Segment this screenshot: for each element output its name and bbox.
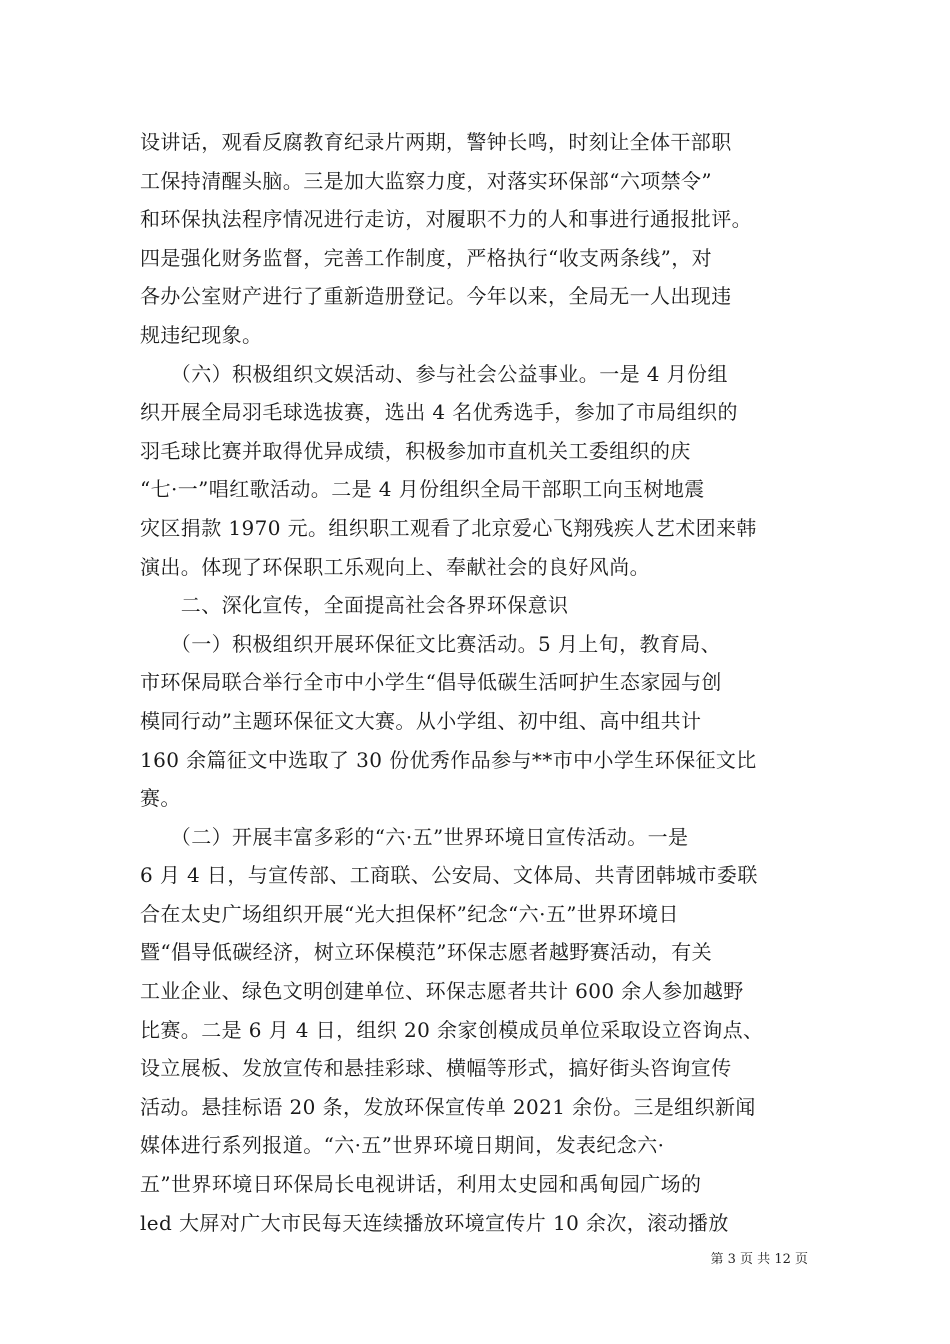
text-line: 灾区捐款 1970 元。组织职工观看了北京爱心飞翔残疾人艺术团来韩 <box>140 515 757 540</box>
text-line: 模同行动”主题环保征文大赛。从小学组、初中组、高中组共计 <box>140 708 702 733</box>
section-heading: 二、深化宣传，全面提高社会各界环保意识 <box>140 593 569 618</box>
text-line: 规违纪现象。 <box>140 322 263 347</box>
text-line: （六）积极组织文娱活动、参与社会公益事业。一是 4 月份组 <box>140 361 728 386</box>
text-line: （一）积极组织开展环保征文比赛活动。5 月上旬，教育局、 <box>140 631 722 656</box>
text-line: 市环保局联合举行全市中小学生“倡导低碳生活呵护生态家园与创 <box>140 670 722 695</box>
text-line: 设讲话，观看反腐教育纪录片两期，警钟长鸣，时刻让全体干部职 <box>140 130 732 154</box>
text-line: 160 余篇征文中选取了 30 份优秀作品参与**市中小学生环保征文比 <box>140 747 757 772</box>
text-line: 工业企业、绿色文明创建单位、环保志愿者共计 600 余人参加越野 <box>140 979 744 1004</box>
text-line: 媒体进行系列报道。“六·五”世界环境日期间，发表纪念六· <box>140 1133 665 1158</box>
text-line: 各办公室财产进行了重新造册登记。今年以来，全局无一人出现违 <box>140 284 732 309</box>
text-line: 和环保执法程序情况进行走访，对履职不力的人和事进行通报批评。 <box>140 207 752 232</box>
text-line: 活动。悬挂标语 20 条，发放环保宣传单 2021 余份。三是组织新闻 <box>140 1094 756 1119</box>
text-line: 暨“倡导低碳经济，树立环保模范”环保志愿者越野赛活动，有关 <box>140 940 713 965</box>
text-line: 比赛。二是 6 月 4 日，组织 20 余家创模成员单位采取设立咨询点、 <box>140 1017 764 1042</box>
text-line: “七·一”唱红歌活动。二是 4 月份组织全局干部职工向玉树地震 <box>140 477 705 502</box>
document-body <box>140 123 812 1242</box>
text-line: （二）开展丰富多彩的“六·五”世界环境日宣传活动。一是 <box>140 824 689 849</box>
text-line: 五”世界环境日环保局长电视讲话，利用太史园和禹甸园广场的 <box>140 1172 702 1197</box>
text-line: led 大屏对广大市民每天连续播放环境宣传片 10 余次，滚动播放 <box>140 1210 729 1235</box>
text-line: 设立展板、发放宣传和悬挂彩球、横幅等形式，搞好街头咨询宣传 <box>140 1056 732 1081</box>
text-line: 赛。 <box>140 786 181 811</box>
text-line: 四是强化财务监督，完善工作制度，严格执行“收支两条线”，对 <box>140 245 713 270</box>
text-line: 6 月 4 日，与宣传部、工商联、公安局、文体局、共青团韩城市委联 <box>140 863 758 888</box>
text-line: 羽毛球比赛并取得优异成绩，积极参加市直机关工委组织的庆 <box>140 438 691 463</box>
text-line: 演出。体现了环保职工乐观向上、奉献社会的良好风尚。 <box>140 554 650 579</box>
text-line: 工保持清醒头脑。三是加大监察力度，对落实环保部“六项禁令” <box>140 168 713 193</box>
page-number-footer: 第 3 页 共 12 页 <box>710 1252 808 1267</box>
text-line: 合在太史广场组织开展“光大担保杯”纪念“六·五”世界环境日 <box>140 901 679 926</box>
text-line: 织开展全局羽毛球选拔赛，选出 4 名优秀选手，参加了市局组织的 <box>140 400 738 425</box>
